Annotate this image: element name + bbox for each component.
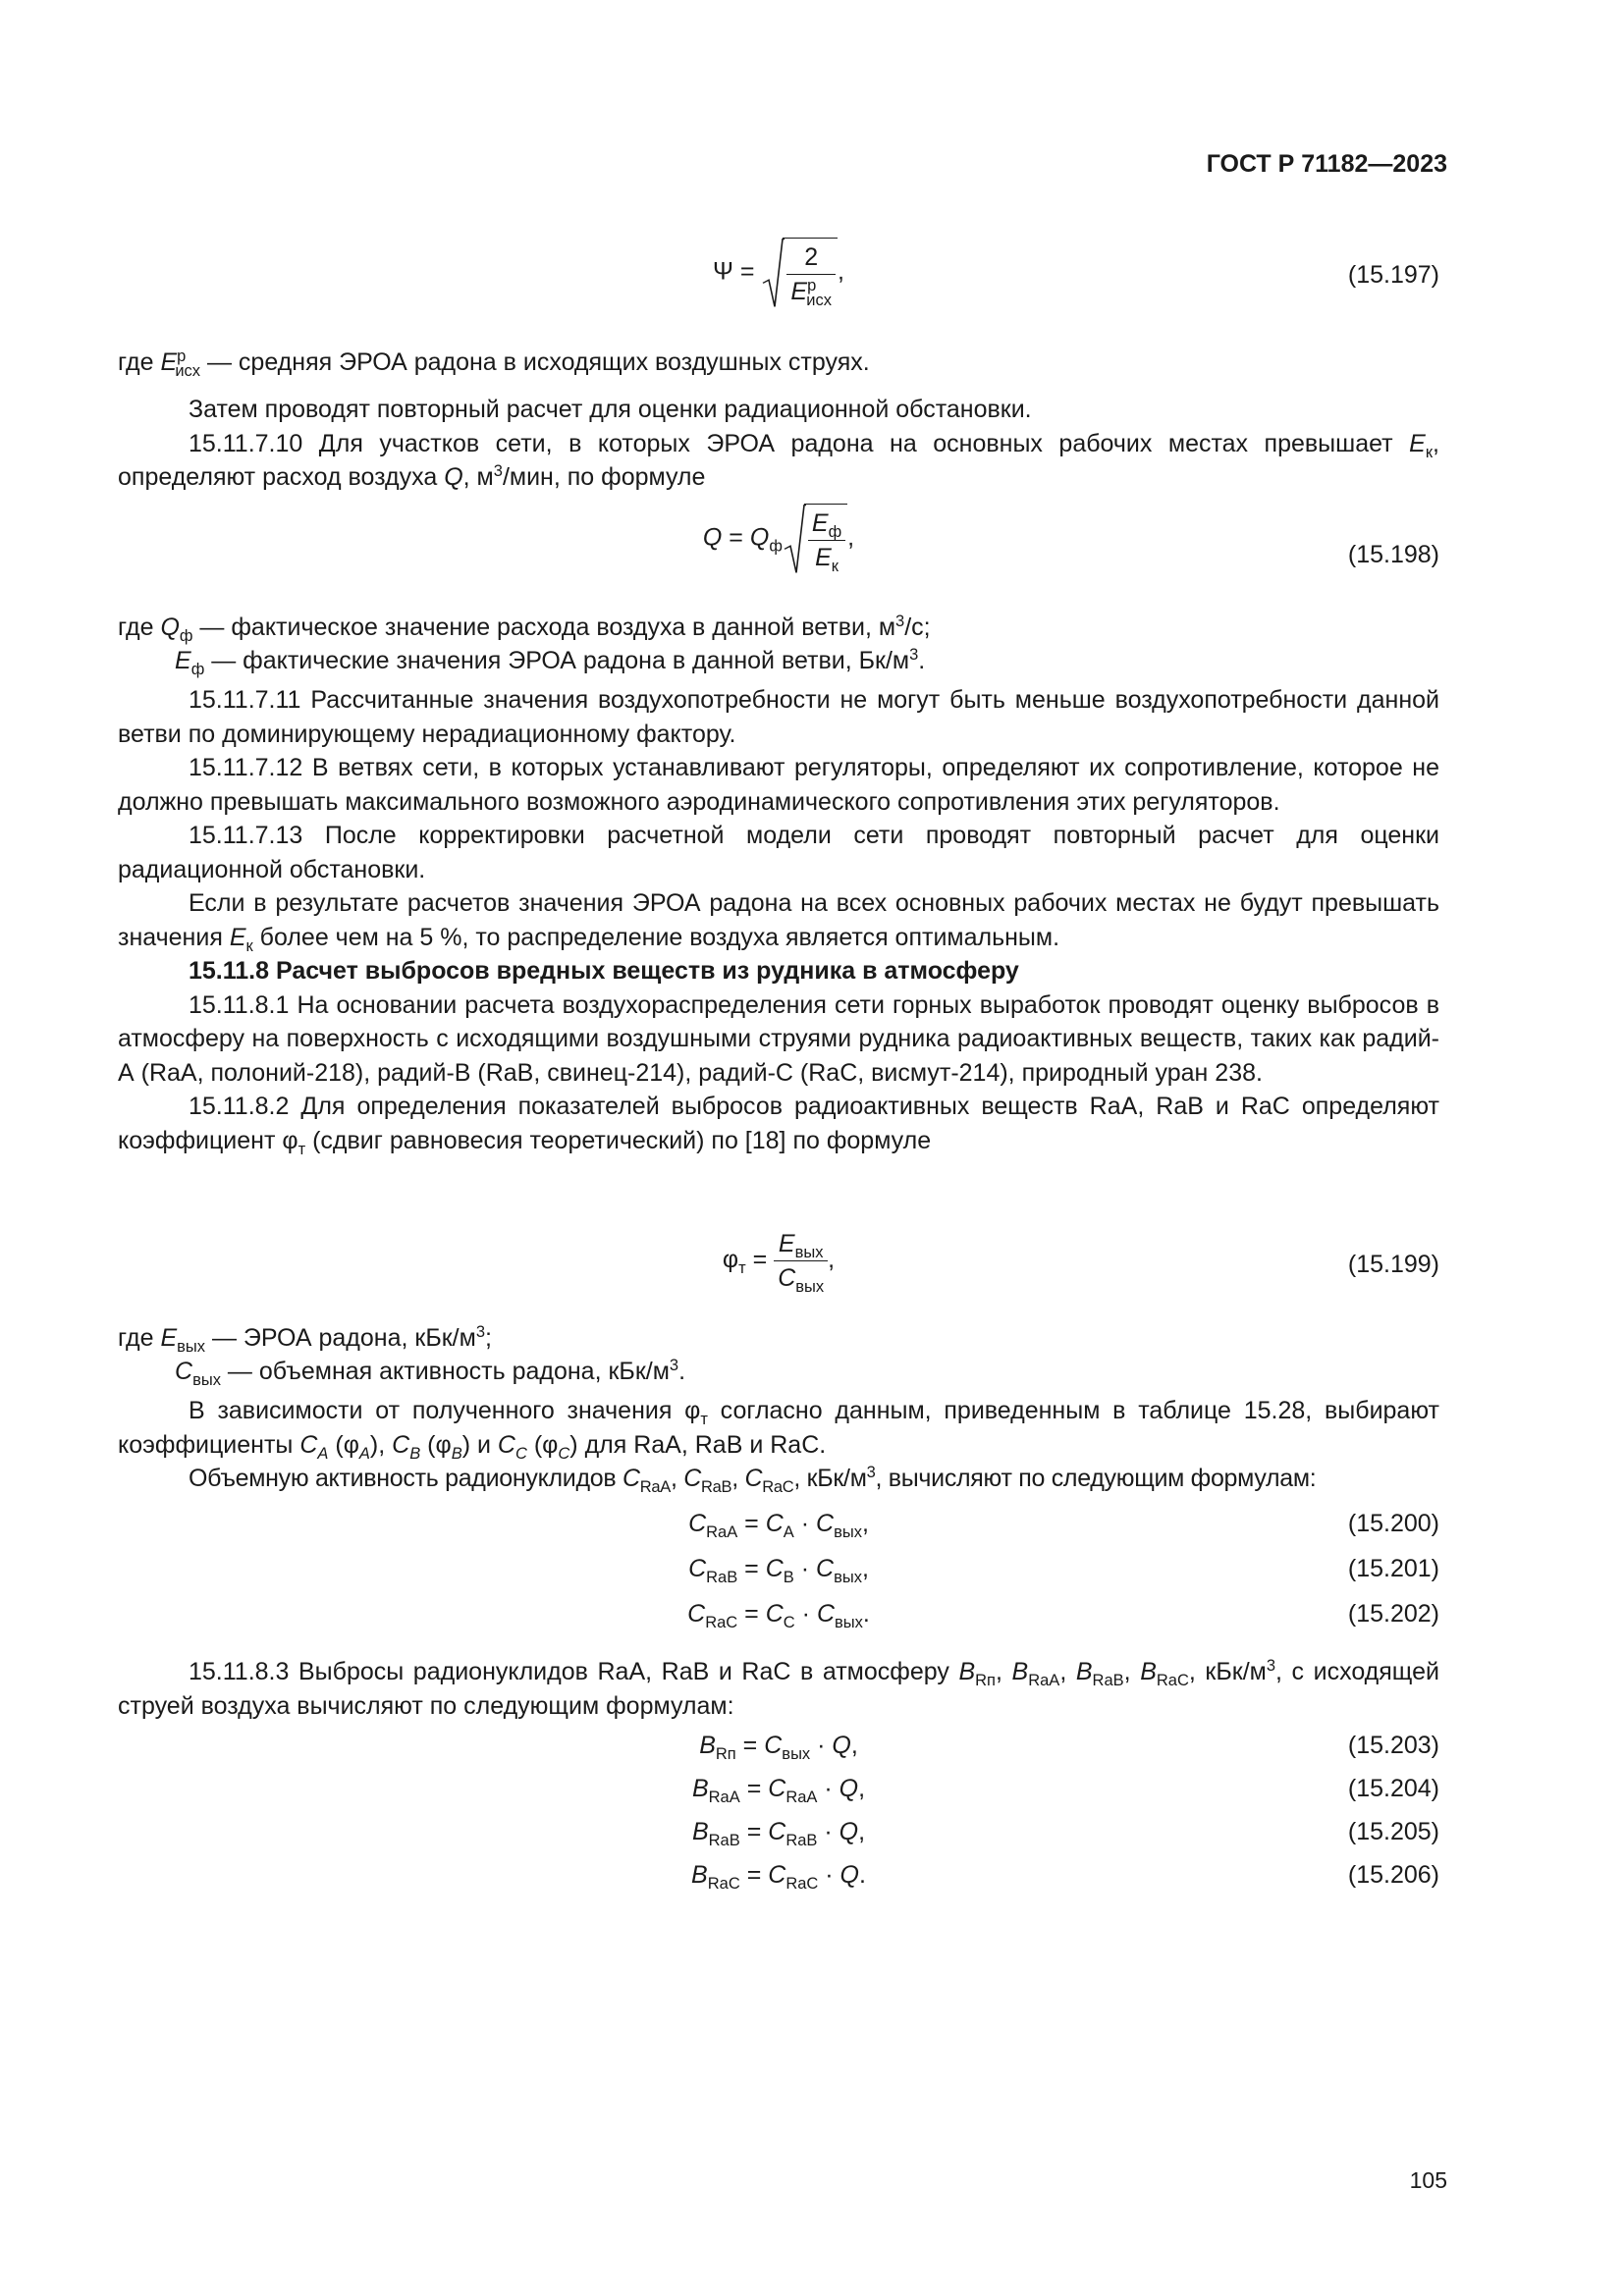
equation-label: (15.203) (1347, 1732, 1439, 1759)
paragraph: Затем проводят повторный расчет для оценки радиационной обстановки. (189, 396, 1032, 423)
section-heading-15-11-8: 15.11.8 Расчет выбросов вредных веществ из рудника в атмосферу (189, 957, 1019, 985)
equation-15-202: $C_{RaC} = C_C \cdot C_{вых}$. (15.202) (687, 1600, 1439, 1631)
equation-label: (15.204) (1347, 1775, 1439, 1802)
equation-15-203: $B_{Rп} = C_{вых} \cdot Q$, (15.203) (699, 1732, 1439, 1763)
equation-15-205: $B_{RaB} = C_{RaB} \cdot Q$, (15.205) (691, 1818, 1439, 1849)
paragraph-15-11-8-1: 15.11.8.1 На основании расчета воздухораспределения сети горных выработок проводят оценку выбросов в атмосферу на поверхность с исходящими воздушными струями рудника радиоактивных веществ, таких как радий-А (RaA, полоний-218), радий-В (RaB, свинец-214), радий-С (RaC, висмут-214), природный уран 238. (118, 990, 1439, 1087)
text-block-3 (118, 1394, 1439, 1496)
paragraph-15-11-7-11: 15.11.7.11 Рассчитанные значения воздухопотребности не могут быть меньше воздухопотребности данной ветви по доминирующему нерадиационному фактору. (118, 686, 1439, 748)
equation-15-201: $C_{RaB} = C_B \cdot C_{вых}$, (15.201) (688, 1555, 1439, 1586)
text-block-1 (118, 393, 1439, 495)
where-15-198: где $Q_ф$ — фактическое значение расхода воздуха в данной ветви, $м^3/с$; $E_ф$ — фактические значения ЭРОА радона в данной ветви, $Бк/м^3$. (118, 612, 931, 678)
equation-label: (15.199) (1347, 1251, 1439, 1278)
equation-label: (15.205) (1347, 1818, 1439, 1845)
equation-label: (15.197) (1347, 261, 1439, 289)
eq197-denominator: $E^р_{исх}$ (790, 276, 833, 309)
eq198-numerator: $E_ф$ (808, 507, 845, 541)
document-id: ГОСТ Р 71182—2023 (1206, 150, 1447, 178)
paragraph: Объемную активность радионуклидов $C_{RaA}$, $C_{RaB}$, $C_{RaC}$, кБк/$м^3$, вычисляют по следующим формулам: (189, 1463, 1317, 1496)
equation-label: (15.202) (1347, 1600, 1439, 1628)
eq197-numerator: 2 (786, 240, 836, 275)
equation-label: (15.200) (1347, 1510, 1439, 1537)
equation-15-200: $C_{RaA} = C_A \cdot C_{вых}$, (15.200) (688, 1510, 1439, 1541)
eq198-denominator: $E_к$ (815, 544, 839, 575)
eq197-lhs: Ψ = (713, 257, 755, 286)
equation-15-204: $B_{RaA} = C_{RaA} \cdot Q$, (15.204) (691, 1775, 1439, 1806)
paragraph-15-11-7-13: 15.11.7.13 После корректировки расчетной модели сети проводят повторный расчет для оценки радиационной обстановки. (118, 822, 1439, 883)
sqrt-sign-icon (761, 238, 785, 308)
equation-15-199: $\varphi_т$ = $\frac{E_{вых}}{C_{вых}}$ , (15.199) (118, 1227, 1439, 1306)
equation-15-206: $B_{RaC} = C_{RaC} \cdot Q$. (15.206) (691, 1861, 1439, 1893)
equation-15-198: $Q = Q_ф$ $\frac{E_ф}{E_к}$ , (15.198) (118, 504, 1439, 592)
paragraph: Если в результате расчетов значения ЭРОА радона на всех основных рабочих местах не будут превышать значения $E_к$ более чем на 5 %, то распределение воздуха является оптимальным. (118, 889, 1439, 955)
paragraph: В зависимости от полученного значения $\varphi_т$ согласно данным, приведенным в таблице 15.28, выбирают коэффициенты $C_A$ $(\varphi_A)$, $C_B$ $(\varphi_B)$ и $C_C$ $(\varphi_C)$ для RaA, RaB и RaC. (118, 1397, 1439, 1463)
paragraph-15-11-7-12: 15.11.7.12 В ветвях сети, в которых устанавливают регуляторы, определяют их сопротивление, которое не должно превышать максимального возможного аэродинамического сопротивления этих регуляторов. (118, 754, 1439, 816)
equation-label: (15.206) (1347, 1861, 1439, 1889)
equation-label: (15.198) (1347, 541, 1439, 568)
page-number: 105 (1409, 2167, 1447, 2193)
eq198-sqrt (783, 504, 847, 574)
paragraph-15-11-7-10: 15.11.7.10 Для участков сети, в которых ЭРОА радона на основных рабочих местах превышает $E_к$, определяют расход воздуха Q, $м^3$/мин, по формуле (118, 429, 1439, 491)
paragraph-15-11-8-3: 15.11.8.3 Выбросы радионуклидов RaA, RaB и RaC в атмосферу $B_{Rп}$, $B_{RaA}$, $B_{RaB}$, $B_{RaC}$, кБк/$м^3$, с исходящей струей воздуха вычисляют по следующим формулам: (118, 1656, 1439, 1720)
where-15-199: где $E_{вых}$ — ЭРОА радона, кБк/$м^3$; $C_{вых}$ — объемная активность радона, кБк/$м^3$. (118, 1322, 686, 1389)
eq197-sqrt (761, 238, 838, 308)
sqrt-sign-icon (783, 504, 806, 574)
equation-15-197: Ψ = $\frac{2}{E^р_{исх}}$ , (15.197) (118, 238, 1439, 326)
paragraph-15-11-8-2: 15.11.8.2 Для определения показателей выбросов радиоактивных веществ RaA, RaB и RaC определяют коэффициент $\varphi_т$ (сдвиг равновесия теоретический) по [18] по формуле (118, 1093, 1439, 1158)
text-block-4 (118, 1655, 1439, 1723)
text-block-2 (118, 683, 1439, 1157)
where-15-197: где $E^р_{исх}$ — средняя ЭРОА радона в исходящих воздушных струях. (118, 347, 870, 380)
eq199-fraction: $\frac{E_{вых}}{C_{вых}}$ (774, 1227, 828, 1295)
equation-label: (15.201) (1347, 1555, 1439, 1582)
